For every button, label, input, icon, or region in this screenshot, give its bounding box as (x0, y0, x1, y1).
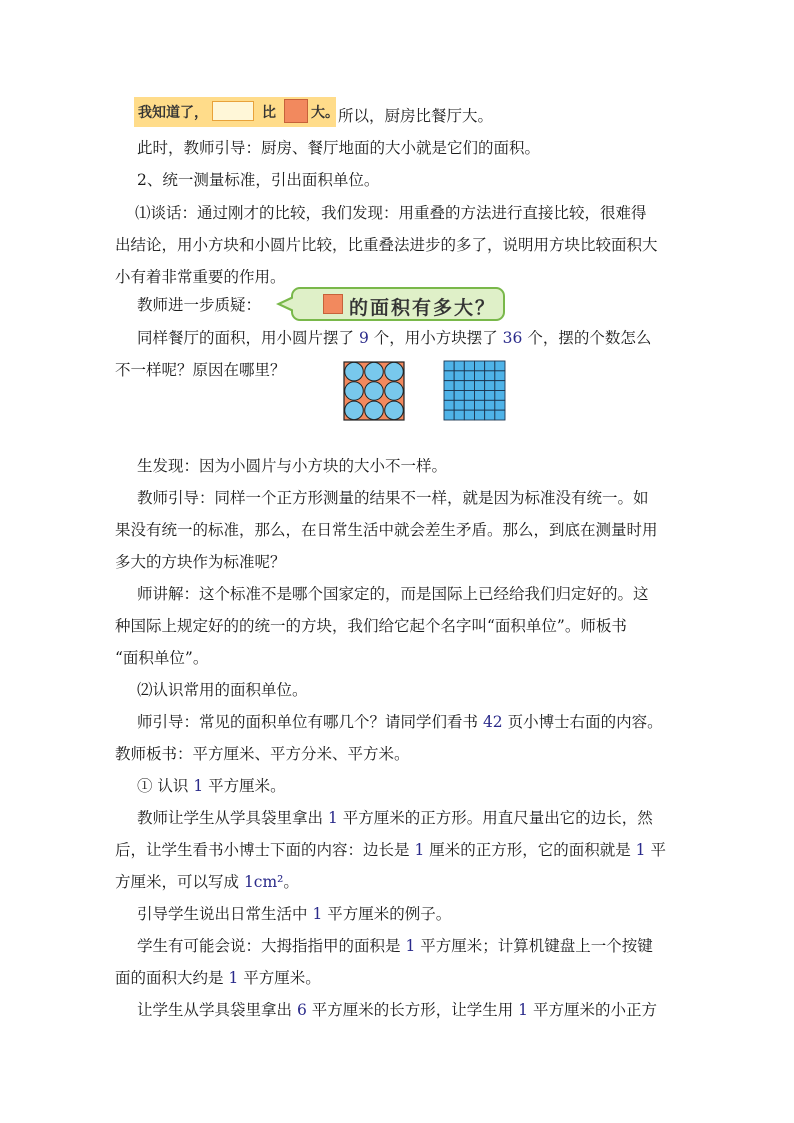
line-22-number-1: 1 (414, 841, 425, 859)
small-unit-square (444, 391, 454, 401)
small-unit-square (485, 400, 495, 410)
line-4: ⑴谈话：通过刚才的比较，我们发现：用重叠的方法进行直接比较，很难得 (135, 204, 647, 222)
line-27-number-1: 6 (296, 1001, 307, 1019)
line-18-part-a: 师引导：常见的面积单位有哪几个？请同学们看书 (137, 713, 483, 731)
line-2: 此时，教师引导：厨房、餐厅地面的大小就是它们的面积。 (137, 139, 541, 157)
line-27-part-b: 平方厘米的长方形，让学生用 (306, 1001, 519, 1019)
line-27-part-c: 平方厘米的小正方 (528, 1001, 657, 1019)
line-21-part-b: 平方厘米的正方形。用直尺量出它的边长，然 (337, 809, 653, 827)
small-unit-square (454, 381, 464, 391)
question-bubble (291, 287, 505, 321)
small-unit-square (495, 400, 505, 410)
line-7: 教师进一步质疑： (137, 296, 262, 314)
line-27 (137, 1000, 794, 1020)
sticker-blank-rect (212, 101, 254, 121)
line-22-part-b: 厘米的正方形，它的面积就是 (424, 841, 636, 859)
line-8-part-b: 个，用小方块摆了 (368, 329, 503, 347)
line-26-number: 1 (228, 969, 239, 987)
line-26-part-b: 平方厘米。 (238, 969, 321, 987)
line-25-part-a: 学生有可能会说：大拇指指甲的面积是 (137, 937, 406, 955)
line-22-part-c: 平 (645, 841, 666, 859)
line-23 (115, 872, 794, 892)
line-11: 教师引导：同样一个正方形测量的结果不一样，就是因为标准没有统一。如 (137, 489, 649, 507)
line-8 (137, 328, 794, 348)
line-18-part-b: 页小博士右面的内容。 (502, 713, 663, 731)
line-22-part-a: 后，让学生看书小博士下面的内容：边长是 (115, 841, 415, 859)
small-unit-square (454, 371, 464, 381)
small-circle-piece (365, 401, 384, 420)
line-26-part-a: 面的面积大约是 (115, 969, 229, 987)
sticker-suffix: 大。 (311, 105, 339, 121)
small-circle-piece (385, 401, 404, 420)
line-20-number: 1 (193, 777, 204, 795)
small-unit-square (485, 371, 495, 381)
line-19: 教师板书：平方厘米、平方分米、平方米。 (115, 745, 410, 763)
circle-count: 9 (358, 329, 369, 347)
small-unit-square (485, 361, 495, 371)
small-unit-square (495, 361, 505, 371)
small-unit-square (454, 400, 464, 410)
line-20-part-b: 平方厘米。 (203, 777, 286, 795)
line-22 (115, 840, 794, 860)
line-3-heading: 2、统一测量标准，引出面积单位。 (137, 171, 380, 189)
line-17-heading: ⑵认识常用的面积单位。 (137, 681, 308, 699)
small-unit-square (444, 361, 454, 371)
small-unit-square (495, 371, 505, 381)
small-unit-square (485, 381, 495, 391)
line-25-part-b: 平方厘米；计算机键盘上一个按键 (415, 937, 653, 955)
small-circle-piece (385, 362, 404, 381)
line-21-number: 1 (327, 809, 338, 827)
circles-in-square-figure (343, 361, 405, 421)
line-20-part-a: ① 认识 (137, 777, 194, 795)
line-24-part-a: 引导学生说出日常生活中 (137, 905, 313, 923)
small-unit-square (444, 371, 454, 381)
line-21-part-a: 教师让学生从学具袋里拿出 (137, 809, 328, 827)
knowledge-sticker (134, 97, 339, 127)
small-unit-square (485, 410, 495, 420)
line-10: 生发现：因为小圆片与小方块的大小不一样。 (137, 457, 448, 475)
line-27-part-a: 让学生从学具袋里拿出 (137, 1001, 297, 1019)
small-unit-square (464, 371, 474, 381)
small-unit-square (475, 391, 485, 401)
line-8-part-c: 个，摆的个数怎么 (522, 329, 652, 347)
small-unit-square (495, 381, 505, 391)
line-5: 出结论，用小方块和小圆片比较，比重叠法进步的多了，说明用方块比较面积大 (115, 236, 658, 254)
line-14: 师讲解：这个标准不是哪个国家定的，而是国际上已经给我们归定好的。这 (137, 585, 649, 603)
line-25 (137, 936, 794, 956)
square-count: 36 (502, 329, 523, 347)
small-circle-piece (365, 382, 384, 401)
bubble-tail-inner (281, 298, 294, 310)
line-8-part-a: 同样餐厅的面积，用小圆片摆了 (137, 329, 359, 347)
small-unit-square (495, 410, 505, 420)
line-23-part-a: 方厘米，可以写成 (115, 873, 244, 891)
line-27-number-2: 1 (518, 1001, 529, 1019)
line-9: 不一样呢？原因在哪里？ (115, 361, 286, 379)
small-unit-square (444, 381, 454, 391)
line-26 (115, 968, 794, 988)
small-unit-square (475, 371, 485, 381)
small-circle-piece (385, 382, 404, 401)
line-23-part-b: 。 (283, 873, 299, 891)
small-circle-piece (345, 382, 364, 401)
sticker-prefix: 我知道了， (138, 105, 208, 121)
line-15: 种国际上规定好的的统一的方块，我们给它起个名字叫“面积单位”。师板书 (115, 617, 627, 635)
line-24-number: 1 (312, 905, 323, 923)
line-24 (137, 904, 794, 924)
small-unit-square (475, 410, 485, 420)
line-16: “面积单位”。 (115, 649, 209, 667)
small-unit-square (464, 381, 474, 391)
small-circle-piece (345, 401, 364, 420)
page-number-ref: 42 (482, 713, 503, 731)
small-circle-piece (365, 362, 384, 381)
small-unit-square (444, 400, 454, 410)
line-25-number: 1 (405, 937, 416, 955)
small-unit-square (454, 391, 464, 401)
small-unit-square (464, 410, 474, 420)
line-1-tail: 所以，厨房比餐厅大。 (338, 107, 494, 125)
line-12: 果没有统一的标准，那么，在日常生活中就会差生矛盾。那么，到底在测量时用 (115, 521, 658, 539)
line-21 (137, 808, 794, 828)
small-unit-square (475, 381, 485, 391)
unit-notation: 1cm² (243, 873, 284, 891)
bubble-orange-square (323, 294, 343, 314)
small-unit-square (454, 410, 464, 420)
small-unit-square (495, 391, 505, 401)
bubble-text: 的面积有多大？ (349, 297, 497, 319)
line-18 (137, 712, 794, 732)
small-unit-square (454, 361, 464, 371)
line-20 (137, 776, 794, 796)
unit-squares-grid-figure (443, 360, 506, 421)
small-unit-square (444, 410, 454, 420)
small-unit-square (464, 361, 474, 371)
small-unit-square (475, 361, 485, 371)
small-unit-square (475, 400, 485, 410)
line-22-number-2: 1 (635, 841, 646, 859)
sticker-mid: 比 (262, 105, 276, 121)
line-6: 小有着非常重要的作用。 (115, 268, 286, 286)
small-unit-square (464, 391, 474, 401)
small-unit-square (485, 391, 495, 401)
line-13: 多大的方块作为标准呢？ (115, 553, 286, 571)
small-circle-piece (345, 362, 364, 381)
small-unit-square (464, 400, 474, 410)
sticker-orange-square (284, 99, 308, 123)
line-24-part-b: 平方厘米的例子。 (322, 905, 452, 923)
